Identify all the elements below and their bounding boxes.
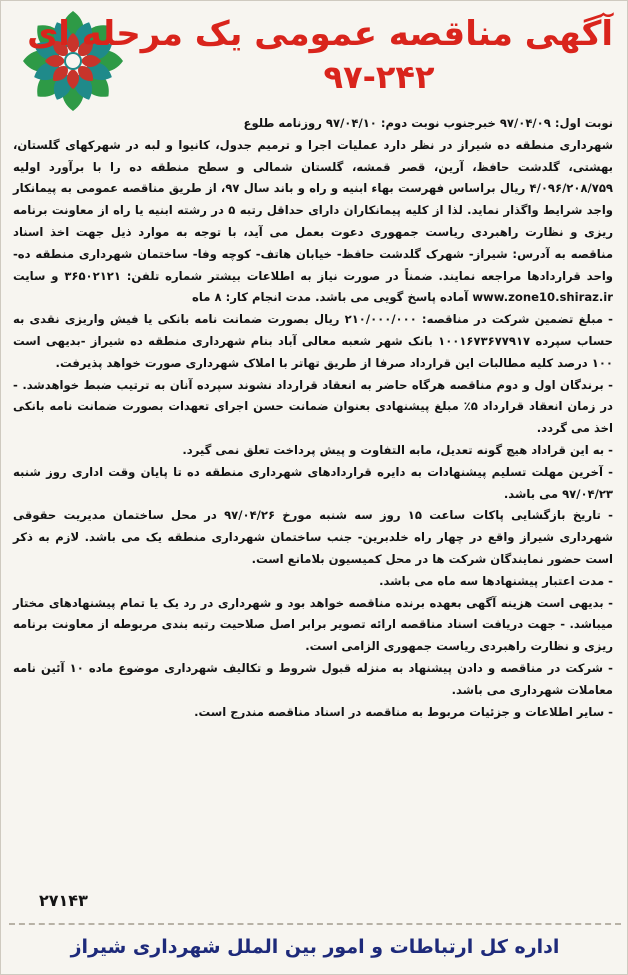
- tender-number: ۹۷-۲۴۲: [323, 58, 435, 96]
- publication-dates: نوبت اول: ۹۷/۰۴/۰۹ خبرجنوب نوبت دوم: ۹۷/۰۴/۱۰ روزنامه طلوع: [243, 116, 613, 130]
- participation-clause: - شرکت در مناقصه و دادن پیشنهاد به منزله قبول شروط و تکالیف شهرداری موضوع ماده ۱۰ آئین نامه معاملات شهرداری می باشد.: [13, 660, 613, 697]
- tender-description: شهرداری منطقه ده شیراز در نظر دارد عملیات اجرا و ترمیم جدول، کانیوا و لبه در شهرکهای گلستان، بهشتی، گلدشت حافظ، آرین، قصر قمشه، گلستان شمالی و سطح منطقه ده را با برآورد اولیه ۴/۰۹۶/۲۰۸/۷۵۹ ریال براساس فهرست بهاء ابنیه و راه و باند سال ۹۷، از طریق مناقصه عمومی به پیمانکار واجد شرایط واگذار نماید. لذا از کلیه پیمانکاران دارای حداقل رتبه ۵ در رشته ابنیه یا راه از معاونت برنامه ریزی و نظارت راهبردی ریاست جمهوری دعوت بعمل می آید، با توجه به موارد ذیل جهت اخذ اسناد مناقصه به آدرس: شیراز- شهرک گلدشت حافظ- خیابان هاتف- کوچه وفا- ساختمان شهرداری منطقه ده- واحد قراردادها مراجعه نمایند. ضمناً در صورت نیاز به اطلاعات بیشتر شماره تلفن: ۳۶۵۰۲۱۲۱ و سایت www.zone10.shiraz.ir آماده پاسخ گویی می باشد. مدت انجام کار: ۸ ماه: [13, 137, 613, 305]
- document-number: ۲۷۱۴۳: [39, 891, 88, 910]
- notice-title: آگهی مناقصه عمومی یک مرحله ای: [27, 14, 613, 54]
- guarantee-clause: - مبلغ تضمین شرکت در مناقصه: ۲۱۰/۰۰۰/۰۰۰ ریال بصورت ضمانت نامه بانکی یا فیش واریزی نقدی به حساب سپرده ۱۰۰۱۶۷۳۶۷۷۹۱۷ بانک شهر شعبه معالی آباد بنام شهرداری منطقه ده شیراز -بدیهی است ۱۰۰ درصد کلیه مطالبات این قرارداد صرفا از طریق تهاتر با املاک شهرداری صورت خواهد پذیرفت.: [13, 312, 613, 370]
- notice-body: [13, 113, 613, 723]
- other-info-clause: - سایر اطلاعات و جزئیات مربوط به مناقصه در اسناد مناقصه مندرج است.: [194, 704, 613, 719]
- opening-clause: - تاریخ بازگشایی پاکات ساعت ۱۵ روز سه شنبه مورخ ۹۷/۰۴/۲۶ در محل ساختمان مدیریت حقوقی شهرداری شیراز واقع در چهار راه خلدبرین- جنب ساختمان شهرداری منطقه یک می باشد. لازم به ذکر است حضور نمایندگان شرکت ها در محل کمیسیون بلامانع است.: [13, 508, 613, 566]
- validity-clause: - مدت اعتبار پیشنهادها سه ماه می باشد.: [379, 573, 613, 588]
- issuer-footer: اداره کل ارتباطات و امور بین الملل شهرداری شیراز: [9, 923, 621, 969]
- ad-cost-clause: - بدیهی است هزینه آگهی بعهده برنده مناقصه خواهد بود و شهرداری در رد یک یا تمام پیشنهادهای مختار میباشد. - جهت دریافت اسناد مناقصه ارائه تصویر برابر اصل صلاحیت رتبه بندی مربوطه از معاونت برنامه ریزی و نظارت راهبردی ریاست جمهوری الزامی است.: [13, 595, 613, 654]
- winners-clause: - برندگان اول و دوم مناقصه هرگاه حاضر به انعقاد قرارداد نشوند سپرده آنان به ترتیب ضبط خواهدشد. - در زمان انعقاد قرارداد ۵٪ مبلغ پیشنهادی بعنوان ضمانت حسن اجرای تعهدات بصورت ضمانت نامه بانکی اخذ می گردد.: [13, 377, 613, 436]
- no-adjustment-clause: - به این قراداد هیچ گونه تعدیل، مابه التفاوت و پیش پرداخت تعلق نمی گیرد.: [182, 442, 613, 457]
- deadline-clause: - آخرین مهلت تسلیم پیشنهادات به دایره قراردادهای شهرداری منطقه ده تا پایان وقت اداری روز شنبه ۹۷/۰۴/۲۳ می باشد.: [13, 464, 613, 501]
